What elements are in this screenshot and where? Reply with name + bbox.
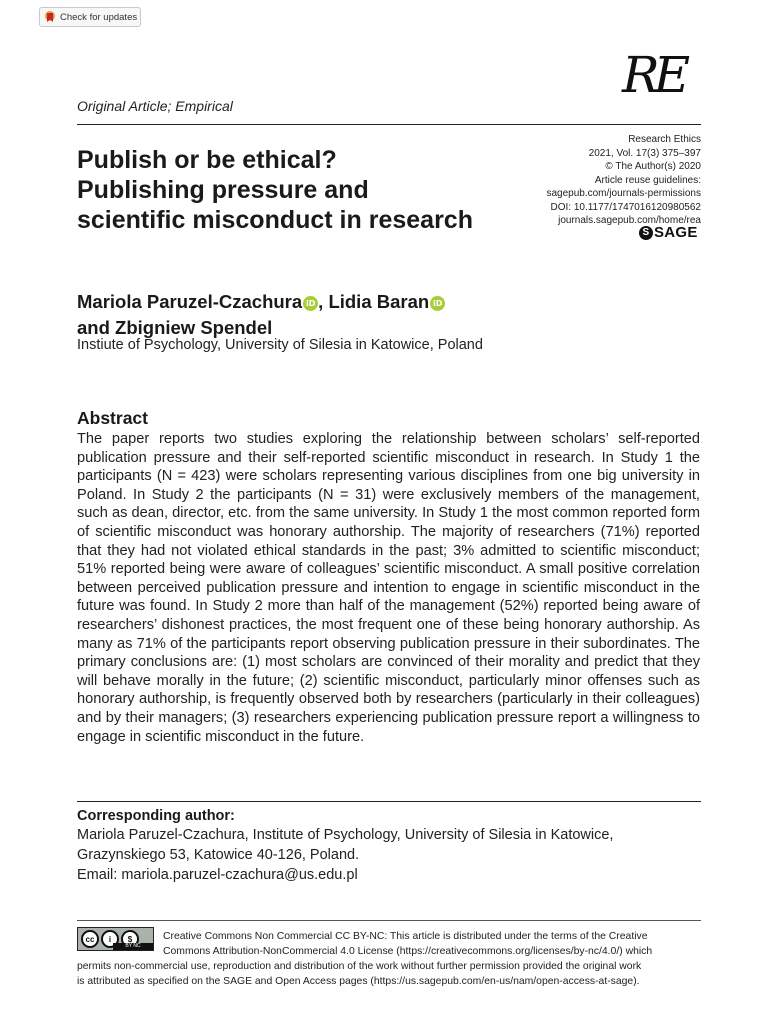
copyright: © The Author(s) 2020: [605, 161, 701, 172]
license-line: Creative Commons Non Commercial CC BY-NC: This article is distributed under the terms of the Creative: [163, 931, 648, 942]
license-line: Commons Attribution-NonCommercial 4.0 License (https://creativecommons.org/licenses/by-nc/4.0/) which: [163, 946, 653, 957]
corresponding-author-address: Mariola Paruzel-Czachura, Institute of Psychology, University of Silesia in Katowice,: [77, 827, 614, 843]
section-divider: [77, 801, 701, 802]
journal-volume: 2021, Vol. 17(3) 375–397: [588, 147, 701, 159]
cc-by-nc-label: BY NC: [113, 943, 153, 950]
cc-icon: cc: [81, 930, 99, 948]
doi[interactable]: DOI: 10.1177/1747016120980562: [550, 201, 701, 213]
license-line: is attributed as specified on the SAGE and Open Access pages (https://us.sagepub.com/en-us/nam/open-access-at-sage).: [77, 976, 640, 987]
publisher-name: SAGE: [654, 224, 698, 241]
article-type: Original Article; Empirical: [77, 98, 233, 114]
footer-divider: [77, 920, 701, 921]
article-title: [77, 145, 537, 235]
orcid-icon[interactable]: iD: [430, 296, 445, 311]
corresponding-author-heading: Corresponding author:: [77, 808, 235, 824]
journal-logo: RE: [622, 46, 685, 104]
author-separator: ,: [318, 291, 329, 312]
corresponding-author-address: Grazynskiego 53, Katowice 40-126, Poland.: [77, 847, 360, 863]
orcid-icon[interactable]: iD: [303, 296, 318, 311]
author-list: [77, 289, 677, 341]
author-name: Mariola Paruzel-Czachura: [77, 291, 303, 312]
author-name: and Zbigniew Spendel: [77, 317, 273, 338]
permissions-link[interactable]: sagepub.com/journals-permissions: [546, 188, 701, 199]
abstract-text: The paper reports two studies exploring the relationship between scholars’ self-reported publication pressure and their self-reported scientific misconduct in research. In Study 1 the participants (N = 423) were scholars representing various disciplines from one big university in Poland. In Study 2 the participants (N = 31) were exclusively members of the management, such as dean, director, etc. from the same university. In Study 1 the most common reported form of scientific misconduct was honorary authorship. The majority of researchers (71%) reported that they had not violated ethical standards in the past; 3% admitted to scientific misconduct; 51% reported being were aware of colleagues’ scientific misconduct. A small positive correlation between perceived publication pressure and intention to engage in scientific misconduct in the future was found. In Study 2 more than half of the management (52%) reported being aware of researchers’ dishonest practices, the most frequent one of these being honorary authorship. As many as 71% of the participants report observing publication pressure in their subordinates. The primary conclusions are: (1) most scholars are convinced of their morality and predict that they will behave morally in the future; (2) scientific misconduct, particularly minor offenses such as honorary authorship, is frequently observed both by researchers (particularly in their colleagues) and by their managers; (3) researchers experiencing publication pressure report a willingness to engage in scientific misconduct in the future.: [77, 431, 700, 745]
bookmark-icon: [45, 11, 55, 23]
check-for-updates-button[interactable]: [39, 7, 141, 27]
attribution-icon: i: [101, 930, 119, 948]
affiliation: Instiute of Psychology, University of Silesia in Katowice, Poland: [77, 337, 483, 353]
license-text: [77, 929, 700, 989]
title-line: Publish or be ethical?: [77, 146, 337, 174]
title-line: scientific misconduct in research: [77, 206, 473, 234]
reuse-guidelines-label: Article reuse guidelines:: [594, 174, 701, 186]
journal-metadata: [546, 133, 701, 228]
corresponding-author-email[interactable]: Email: mariola.paruzel-czachura@us.edu.pl: [77, 867, 358, 883]
publisher-logo: [639, 224, 698, 241]
abstract-heading: Abstract: [77, 408, 148, 428]
journal-name: Research Ethics: [628, 134, 701, 145]
sage-symbol-icon: S: [639, 226, 653, 240]
title-line: Publishing pressure and: [77, 176, 369, 204]
check-for-updates-label: Check for updates: [60, 11, 138, 23]
noncommercial-icon: $: [121, 930, 139, 948]
author-name: Lidia Baran: [328, 291, 430, 312]
journal-homepage-link[interactable]: journals.sagepub.com/home/rea: [558, 215, 701, 226]
header-divider: [77, 124, 701, 125]
license-line: permits non-commercial use, reproduction and distribution of the work without further permission provided the original work: [77, 961, 642, 972]
